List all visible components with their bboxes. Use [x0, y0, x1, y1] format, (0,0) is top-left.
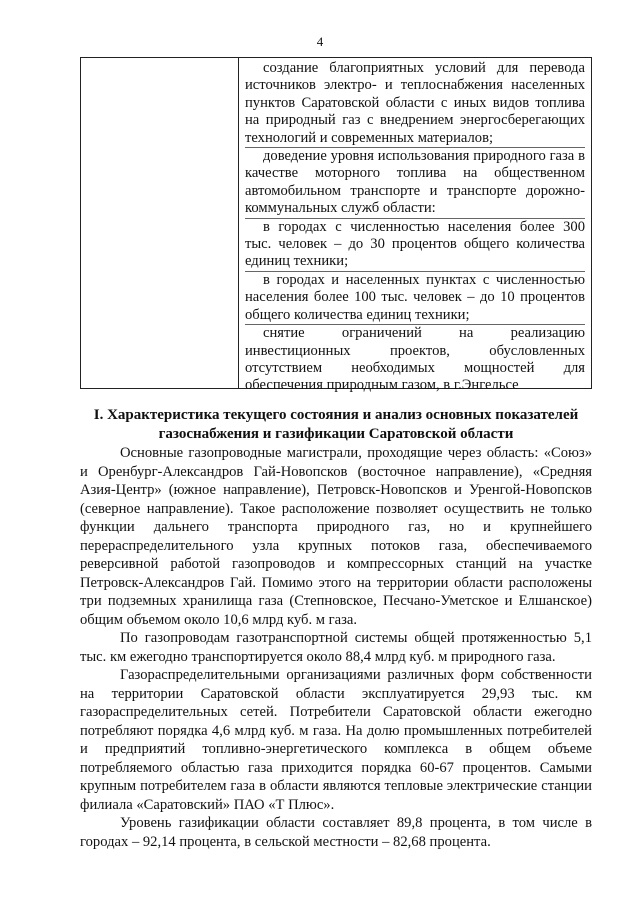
table-item-gas-conversion: создание благоприятных условий для перевода источников электро- и теплоснабжения населенных пунктов Саратовской области с иных видов топлива на природный газ с внедрением энергосберегающих технологий и современных материалов; — [245, 60, 585, 148]
page-number: 4 — [316, 34, 324, 49]
section-title: I. Характеристика текущего состояния и анализ основных показателей газоснабжения и газификации Саратовской области — [93, 407, 579, 442]
table-item-motor-fuel: доведение уровня использования природного газа в качестве моторного топлива на общественном автомобильном транспорте и транспорте дорожно-коммунальных служб области: — [245, 148, 585, 219]
paragraph-distribution: Газораспределительными организациями различных форм собственности на территории Саратовской области эксплуатируется 29,93 тыс. км газораспределительных сетей. Потребители Саратовской области ежегодно потребляют порядка 4,6 млрд куб. м газа. На долю промышленных потребителей и предприятий топливно-энергетического комплекса в общем объеме потребляемого областью газа приходится порядка 60-67 процентов. Самыми крупным потребителем газа в области являются тепловые электрические станции филиала «Саратовский» ПАО «Т Плюс». — [80, 667, 592, 813]
table-item-engels-restrictions: снятие ограничений на реализацию инвестиционных проектов, обусловленных отсутствием необходимых мощностей для обеспечения природным газом, в г.Энгельсе — [245, 325, 585, 394]
table-right-cell — [239, 58, 591, 394]
paragraph-transport-volume: По газопроводам газотранспортной системы общей протяженностью 5,1 тыс. км ежегодно транспортируется около 88,4 млрд куб. м природного газа. — [80, 630, 592, 665]
paragraph-main-pipelines: Основные газопроводные магистрали, проходящие через область: «Союз» и Оренбург-Александров Гай-Новопсков (восточное направление), «Средняя Азия-Центр» (южное направление), Петровск-Новопсков и Уренгой-Новопсков (северное направление). Такое расположение позволяет осуществить не только функции дальнего транспорта природного газ, но и крупнейшего перераспределительного узла крупных потоков газа, обеспечиваемого реверсивной работой газопроводов и компрессорных станций на участке Петровск-Александров Гай. Помимо этого на территории области расположены три подземных хранилища газа (Степновское, Песчано-Уметское и Елшанское) общим объемом около 10,6 млрд куб. м газа. — [80, 445, 592, 628]
paragraph-gasification-level: Уровень газификации области составляет 89,8 процента, в том числе в городах – 92,14 процента, в сельской местности – 82,68 процента. — [80, 815, 592, 850]
goals-table — [80, 57, 592, 394]
table-left-cell — [81, 58, 239, 388]
section-body — [80, 444, 592, 851]
table-item-cities-100k: в городах и населенных пунктах с численностью населения более 100 тыс. человек – до 10 процентов общего количества единиц техники; — [245, 272, 585, 325]
table-item-cities-300k: в городах с численностью населения более 300 тыс. человек – до 30 процентов общего количества единиц техники; — [245, 219, 585, 272]
